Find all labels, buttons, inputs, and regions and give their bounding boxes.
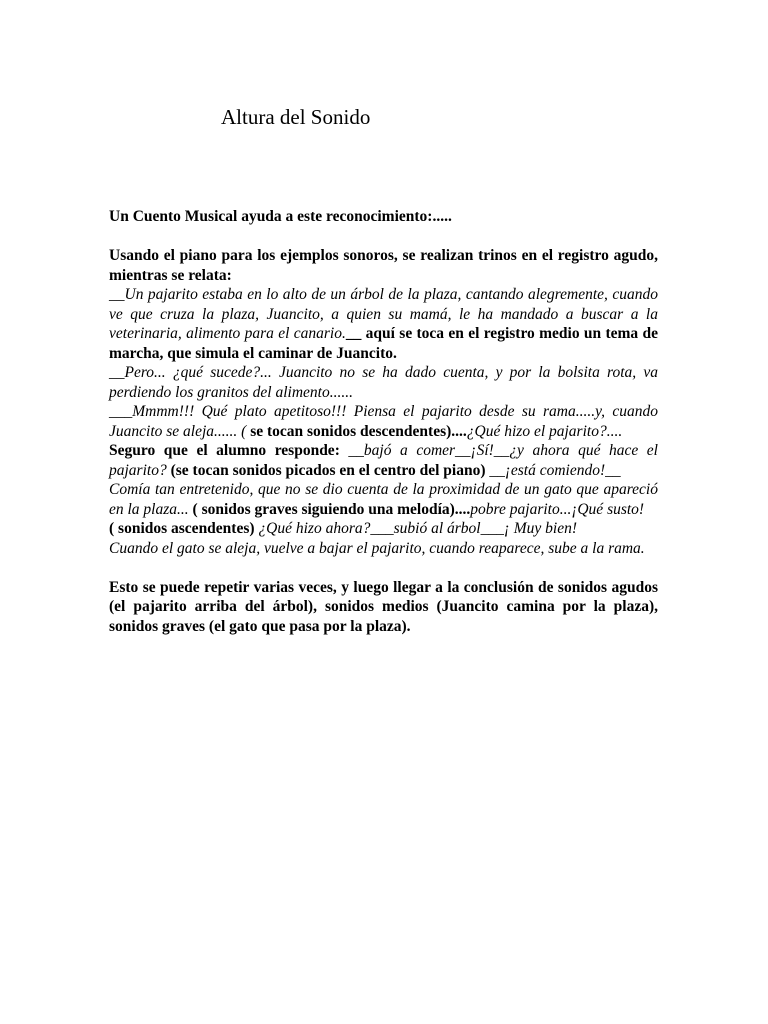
instruction-text: (se tocan sonidos picados en el centro del piano): [166, 461, 490, 479]
instruction-text: ( sonidos ascendentes): [109, 520, 255, 537]
conclusion-paragraph: Esto se puede repetir varias veces, y luego llegar a la conclusión de sonidos agudos (el pajarito arriba del árbol), sonidos medios (Juancito camina por la plaza), sonidos graves (el gato que pasa por la plaza).: [109, 578, 658, 635]
story-paragraph-ascending: [109, 519, 658, 539]
story-text: ¿Qué hizo ahora?___subió al árbol___¡ Muy bien!: [254, 520, 578, 537]
story-text: __¡está comiendo!__: [489, 461, 621, 479]
story-paragraph-seeds: [109, 363, 658, 402]
story-text: __Un pajarito estaba en lo alto de un árbol de la plaza, cantando alegremente, cuando ve que cruza la plaza, Juancito, a quien su mamá, le ha mandado a buscar a la veterinaria, alimento para el canario.: [109, 286, 658, 342]
story-text: pobre pajarito...¡Qué susto!: [470, 500, 645, 518]
story-text: __bajó a comer__¡Sí!__¿y ahora qué hace el pajarito?: [109, 442, 658, 479]
story-text: Comía tan entretenido, que no se dio cuenta de la proximidad de un gato que apareció en la plaza...: [109, 481, 658, 518]
document-title: Altura del Sonido: [221, 105, 371, 129]
story-paragraph-bird: [109, 285, 658, 363]
paragraph-spacer: [109, 227, 658, 247]
instruction-text: __ aquí se toca en el registro medio un tema de marcha, que simula el caminar de Juancito.: [109, 325, 658, 362]
story-paragraph-cat: [109, 480, 658, 519]
intro-paragraph: Un Cuento Musical ayuda a este reconocimiento:.....: [109, 208, 452, 225]
story-text: ___Mmmm!!! Qué plato apetitoso!!! Piensa el pajarito desde su rama.....y, cuando Juancito se aleja...... (: [109, 403, 658, 440]
story-paragraph-descending: [109, 402, 658, 441]
story-paragraph-student-answer: [109, 441, 658, 480]
story-text: __Pero... ¿qué sucede?... Juancito no se ha dado cuenta, y por la bolsita rota, va perdiendo los granitos del alimento......: [109, 364, 658, 401]
story-paragraph-repeat: [109, 539, 658, 559]
story-text: Cuando el gato se aleja, vuelve a bajar el pajarito, cuando reaparece, sube a la rama.: [109, 539, 645, 557]
document-body: [109, 207, 658, 636]
story-text: ¿Qué hizo el pajarito?....: [466, 422, 623, 440]
instruction-text: Seguro que el alumno responde:: [109, 442, 349, 459]
instruction-text: ( sonidos graves siguiendo una melodía)....: [188, 500, 471, 518]
piano-instructions-paragraph: Usando el piano para los ejemplos sonoros, se realizan trinos en el registro agudo, mientras se relata:: [109, 247, 658, 284]
paragraph-spacer: [109, 558, 658, 578]
instruction-text: se tocan sonidos descendentes)....: [246, 422, 467, 440]
